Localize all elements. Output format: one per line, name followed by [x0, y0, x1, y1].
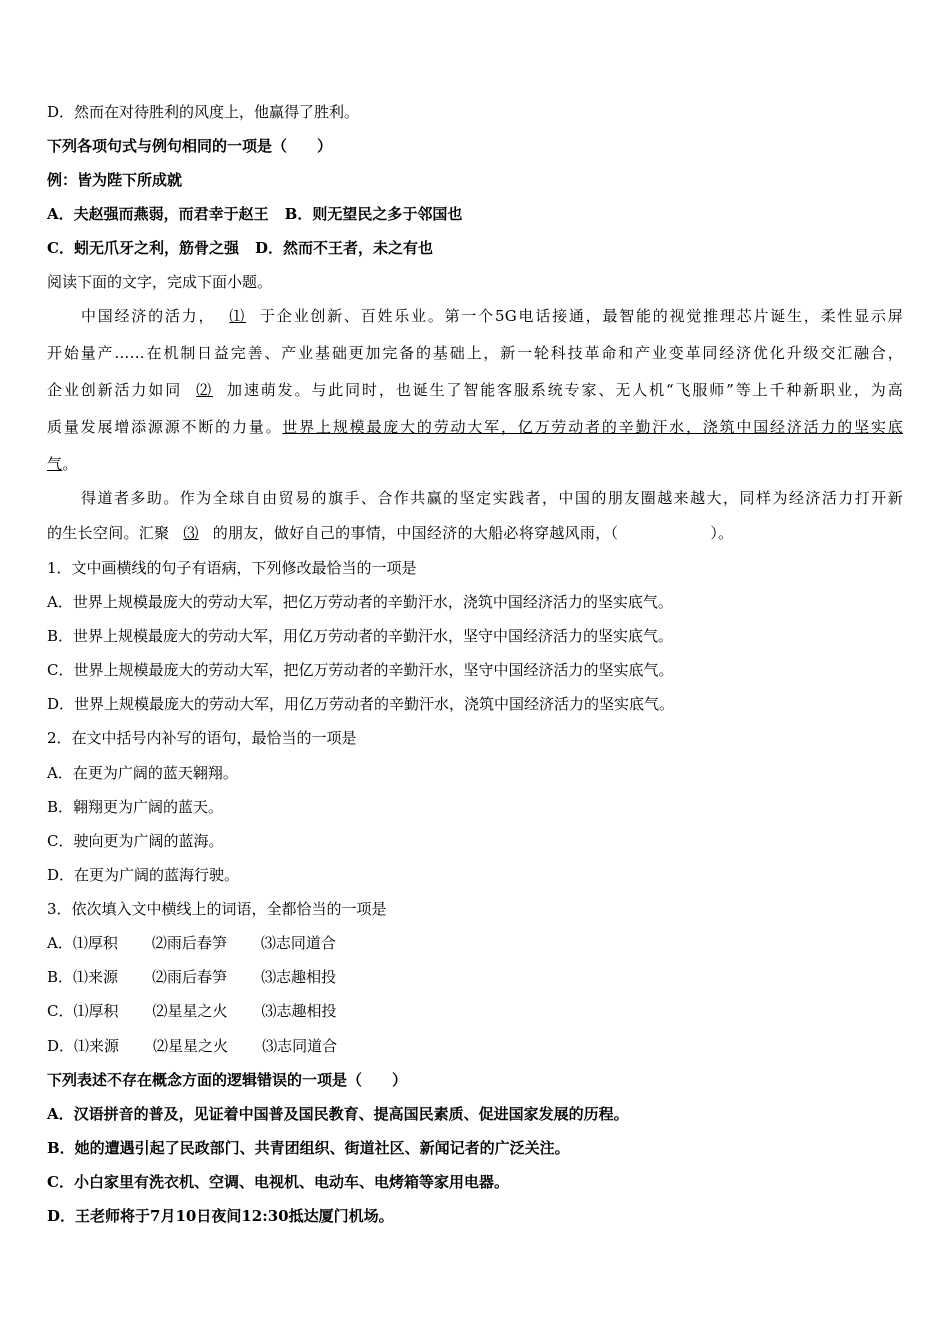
q4-option-b: B．她的遭遇引起了民政部门、共青团组织、街道社区、新闻记者的广泛关注。	[47, 1139, 570, 1157]
reading-intro: 阅读下面的文字，完成下面小题。	[47, 273, 273, 291]
p2-line-1: 得道者多助。作为全球自由贸易的旗手、合作共赢的坚定实践者，中国的朋友圈越来越大，同样为经济活力打开新	[81, 489, 903, 507]
q2-options-cd	[47, 237, 433, 259]
sub3-option-c: C．⑴厚积 ⑵星星之火 ⑶志趣相投	[47, 1002, 337, 1020]
sub1-option-c: C．世界上规模最庞大的劳动大军，把亿万劳动者的辛勤汗水，坚守中国经济活力的坚实底气。	[47, 661, 674, 679]
sub2-option-c: C．驶向更为广阔的蓝海。	[47, 832, 224, 850]
q2-option-a: A．夫赵强而燕弱，而君幸于赵王	[47, 205, 269, 223]
q2-option-d: D．然而不王者，未之有也	[254, 239, 433, 257]
sub2-option-b: B．翱翔更为广阔的蓝天。	[47, 798, 224, 816]
underlined-sentence: 世界上规模最庞大的劳动大军，亿万劳动者的辛勤汗水，浇筑中国经济活力的坚实底	[282, 418, 904, 436]
q1-option-d: D．然而在对待胜利的风度上，他赢得了胜利。	[47, 103, 360, 121]
q4-option-d: D．王老师将于7月10日夜间12:30抵达厦门机场。	[47, 1207, 394, 1225]
p1-line-5: 气。	[47, 455, 78, 473]
blank-3: ⑶	[183, 524, 199, 542]
q2-option-b: B．则无望民之多于邻国也	[284, 205, 463, 223]
sub3-option-a: A．⑴厚积 ⑵雨后春笋 ⑶志同道合	[47, 934, 336, 952]
sub1-option-b: B．世界上规模最庞大的劳动大军，用亿万劳动者的辛勤汗水，坚守中国经济活力的坚实底气。	[47, 627, 674, 645]
q2-example: 例：皆为陛下所成就	[47, 171, 183, 189]
q2-option-c: C．蚓无爪牙之利，筋骨之强	[47, 239, 239, 257]
p1-line-1: 中国经济的活力， ⑴ 于企业创新、百姓乐业。第一个5G电话接通，最智能的视觉推理芯片诞生，柔性显示屏	[81, 307, 903, 325]
q4-option-c: C．小白家里有洗衣机、空调、电视机、电动车、电烤箱等家用电器。	[47, 1173, 509, 1191]
q4-stem: 下列表述不存在概念方面的逻辑错误的一项是（ ）	[47, 1071, 408, 1089]
p2-line-2: 的生长空间。汇聚 ⑶ 的朋友，做好自己的事情，中国经济的大船必将穿越风雨，（ ）。	[47, 524, 734, 542]
sub1-option-d: D．世界上规模最庞大的劳动大军，用亿万劳动者的辛勤汗水，浇筑中国经济活力的坚实底气。	[47, 695, 675, 713]
q2-stem: 下列各项句式与例句相同的一项是（ ）	[47, 137, 333, 155]
q2-options-ab	[47, 203, 462, 225]
underlined-sentence-end: 气	[47, 455, 63, 473]
p1-line-2: 开始量产……在机制日益完善、产业基础更加完备的基础上，新一轮科技革命和产业变革同经济优化升级交汇融合，	[47, 344, 903, 362]
sub2-option-a: A．在更为广阔的蓝天翱翔。	[47, 764, 238, 782]
blank-2: ⑵	[196, 381, 213, 399]
sub3-stem: 3．依次填入文中横线上的词语，全都恰当的一项是	[47, 900, 387, 918]
blank-1: ⑴	[229, 307, 247, 325]
q4-option-a: A．汉语拼音的普及，见证着中国普及国民教育、提高国民素质、促进国家发展的历程。	[47, 1105, 629, 1123]
sub2-stem: 2．在文中括号内补写的语句，最恰当的一项是	[47, 729, 357, 747]
sub2-option-d: D．在更为广阔的蓝海行驶。	[47, 866, 240, 884]
sub3-option-b: B．⑴来源 ⑵雨后春笋 ⑶志趣相投	[47, 968, 337, 986]
sub1-stem: 1．文中画横线的句子有语病，下列修改最恰当的一项是	[47, 559, 417, 577]
p1-line-4: 质量发展增添源源不断的力量。世界上规模最庞大的劳动大军，亿万劳动者的辛勤汗水，浇筑中国经济活力的坚实底	[47, 418, 904, 436]
sub1-option-a: A．世界上规模最庞大的劳动大军，把亿万劳动者的辛勤汗水，浇筑中国经济活力的坚实底气。	[47, 593, 673, 611]
sub3-option-d: D．⑴来源 ⑵星星之火 ⑶志同道合	[47, 1037, 338, 1055]
p1-line-3: 企业创新活力如同 ⑵ 加速萌发。与此同时，也诞生了智能客服系统专家、无人机“飞服师”等上千种新职业，为高	[47, 381, 903, 399]
